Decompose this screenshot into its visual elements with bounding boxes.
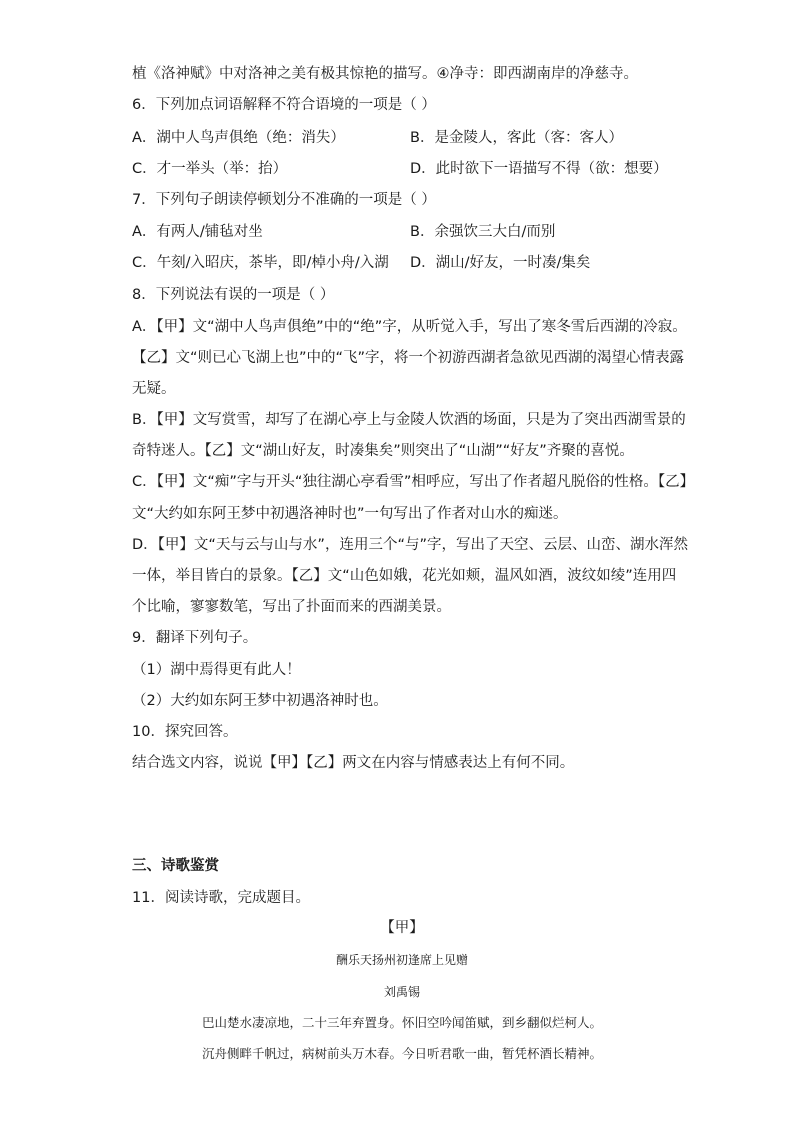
question-9-1: （1）湖中焉得更有此人！ bbox=[132, 662, 301, 678]
option-8c: C．【甲】文“痴”字与开头“独往湖心亭看雪”相呼应，写出了作者超凡脱俗的性格。【乙】 bbox=[132, 474, 695, 490]
option-6c: C．才一举头（举：抬） bbox=[132, 161, 288, 177]
option-7c: C．午刻/入昭庆，茶毕，即/棹小舟/入湖 bbox=[132, 255, 389, 271]
option-7a: A．有两人/铺毡对坐 bbox=[132, 224, 263, 240]
poem-line: 沉舟侧畔千帆过，病树前头万木春。今日听君歌一曲，暂凭杯酒长精神。 bbox=[201, 1046, 602, 1061]
option-6a: A．湖中人鸟声俱绝（绝：消失） bbox=[132, 130, 345, 146]
option-8b: B．【甲】文写赏雪，却写了在湖心亭上与金陵人饮酒的场面，只是为了突出西湖雪景的 bbox=[132, 412, 686, 428]
question-11: 11．阅读诗歌，完成题目。 bbox=[132, 890, 310, 906]
option-8d-cont: 一体，举目皆白的景象。【乙】文“山色如娥，花光如颊，温风如酒，波纹如绫”连用四 bbox=[132, 568, 677, 584]
section-heading: 三、诗歌鉴赏 bbox=[132, 858, 219, 874]
question-10-prompt: 结合选文内容，说说【甲】【乙】两文在内容与情感表达上有何不同。 bbox=[132, 755, 575, 771]
option-8a: A．【甲】文“湖中人鸟声俱绝”中的“绝”字，从听觉入手，写出了寒冬雪后西湖的冷寂。 bbox=[132, 319, 687, 335]
option-8a-cont: 【乙】文“则已心飞湖上也”中的“飞”字，将一个初游西湖者急欲见西湖的渴望心情表露 bbox=[132, 350, 685, 366]
option-8c-cont: 文“大约如东阿王梦中初遇洛神时也”一句写出了作者对山水的痴迷。 bbox=[132, 506, 568, 522]
footnote-line: 植《洛神赋》中对洛神之美有极其惊艳的描写。④净寺：即西湖南岸的净慈寺。 bbox=[132, 66, 638, 82]
option-8d-cont: 个比喻，寥寥数笔，写出了扑面而来的西湖美景。 bbox=[132, 599, 451, 615]
poem-line: 巴山楚水凄凉地，二十三年弃置身。怀旧空吟闻笛赋，到乡翻似烂柯人。 bbox=[201, 1015, 602, 1030]
poem-title: 酬乐天扬州初逢席上见赠 bbox=[335, 953, 468, 967]
question-6: 6．下列加点词语解释不符合语境的一项是（ ） bbox=[132, 97, 436, 113]
question-10: 10．探究回答。 bbox=[132, 724, 238, 740]
poem-author: 刘禹锡 bbox=[383, 985, 420, 999]
option-7d: D．湖山/好友，一时凑/集矣 bbox=[410, 255, 591, 271]
option-8d: D．【甲】文“天与云与山与水”，连用三个“与”字，写出了天空、云层、山峦、湖水浑然 bbox=[132, 537, 688, 553]
option-7b: B．余强饮三大白/而别 bbox=[410, 224, 556, 240]
question-9: 9．翻译下列句子。 bbox=[132, 630, 258, 646]
question-7: 7．下列句子朗读停顿划分不准确的一项是（ ） bbox=[132, 192, 436, 208]
question-8: 8．下列说法有误的一项是（ ） bbox=[132, 287, 335, 303]
poem-tag: 【甲】 bbox=[380, 920, 424, 936]
option-6d: D．此时欲下一语描写不得（欲：想要） bbox=[410, 161, 668, 177]
option-8a-cont: 无疑。 bbox=[132, 381, 176, 397]
option-6b: B．是金陵人，客此（客：客人） bbox=[410, 130, 623, 146]
question-9-2: （2）大约如东阿王梦中初遇洛神时也。 bbox=[132, 693, 388, 709]
option-8b-cont: 奇特迷人。【乙】文“湖山好友，时凑集矣”则突出了“山湖”“好友”齐聚的喜悦。 bbox=[132, 443, 634, 459]
